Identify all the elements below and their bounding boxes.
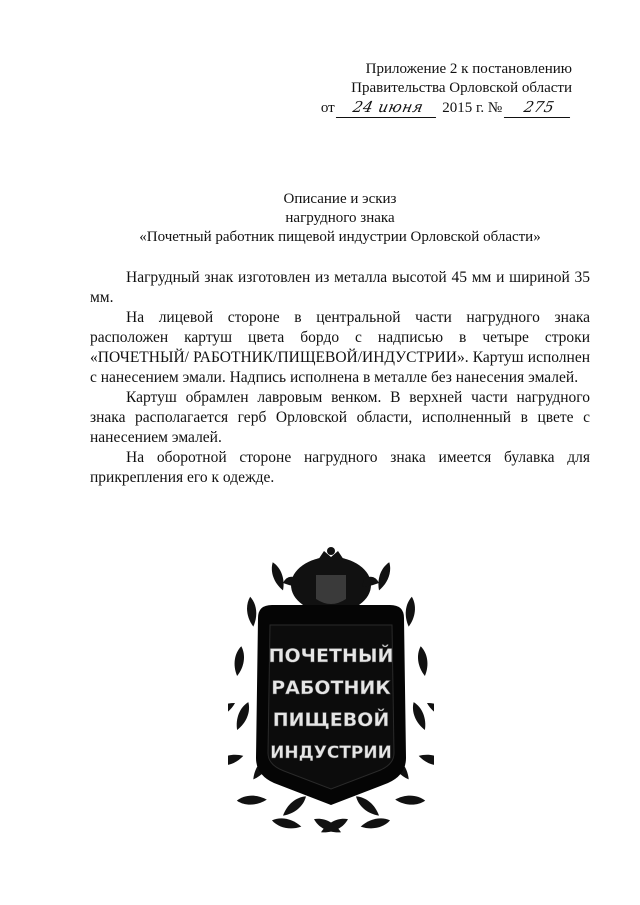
laurel-leaf — [271, 816, 302, 831]
laurel-leaf — [353, 793, 382, 819]
appendix-line-2: Правительства Орловской области — [351, 80, 572, 96]
badge-line-4: ИНДУСТРИИ — [270, 743, 392, 763]
appendix-line-3 — [312, 98, 572, 118]
laurel-leaf — [416, 646, 429, 677]
document-body — [90, 268, 590, 488]
badge-line-3: ПИЩЕВОЙ — [272, 709, 390, 731]
laurel-leaf — [280, 793, 309, 819]
laurel-leaf — [404, 596, 416, 627]
paragraph-2: На лицевой стороне в центральной части нагрудного знака расположен картуш цвета бордо с надписью в четыре строки «ПОЧЕТНЫЙ/ РАБОТНИК/ПИЩЕВОЙ/ИНДУСТРИИ». Картуш исполнен с нанесением эмали. Надпись исполнена в металле без нанесения эмалей. — [90, 309, 590, 386]
title-line-1: Описание и эскиз — [283, 191, 397, 207]
laurel-leaf — [233, 700, 253, 731]
laurel-leaf — [246, 596, 258, 627]
title-line-3: «Почетный работник пищевой индустрии Орловской области» — [139, 229, 541, 245]
laurel-leaf — [360, 816, 391, 831]
laurel-leaf — [425, 699, 434, 722]
appendix-line-1: Приложение 2 к постановлению — [365, 61, 572, 77]
handwritten-number: 275 — [504, 98, 574, 118]
handwritten-date: 24 июня — [336, 98, 440, 118]
laurel-leaf — [417, 752, 434, 769]
laurel-leaf — [228, 699, 237, 722]
cartouche — [256, 605, 406, 805]
laurel-leaf — [228, 752, 245, 769]
title-line-2: нагрудного знака — [285, 210, 395, 226]
badge-line-2: РАБОТНИК — [271, 677, 391, 699]
document-title — [90, 190, 590, 247]
badge-sketch — [228, 543, 434, 843]
paragraph-3: Картуш обрамлен лавровым венком. В верхней части нагрудного знака располагается герб Орловской области, исполненный в цвете с нанесением эмалей. — [90, 389, 590, 446]
laurel-leaf — [409, 700, 429, 731]
paragraph-1: Нагрудный знак изготовлен из металла высотой 45 мм и шириной 35 мм. — [90, 269, 590, 306]
laurel-leaf — [269, 561, 288, 592]
badge-line-1: ПОЧЕТНЫЙ — [268, 645, 394, 667]
laurel-leaf — [375, 561, 394, 592]
laurel-leaf — [395, 795, 425, 805]
laurel-leaf — [237, 795, 267, 805]
appendix-prefix: от — [320, 100, 335, 116]
laurel-leaf — [233, 646, 246, 677]
paragraph-4: На оборотной стороне нагрудного знака имеется булавка для прикрепления его к одежде. — [90, 449, 590, 486]
coat-of-arms-icon — [283, 547, 379, 613]
appendix-header — [312, 60, 572, 118]
appendix-year: 2015 г. № — [442, 100, 503, 116]
